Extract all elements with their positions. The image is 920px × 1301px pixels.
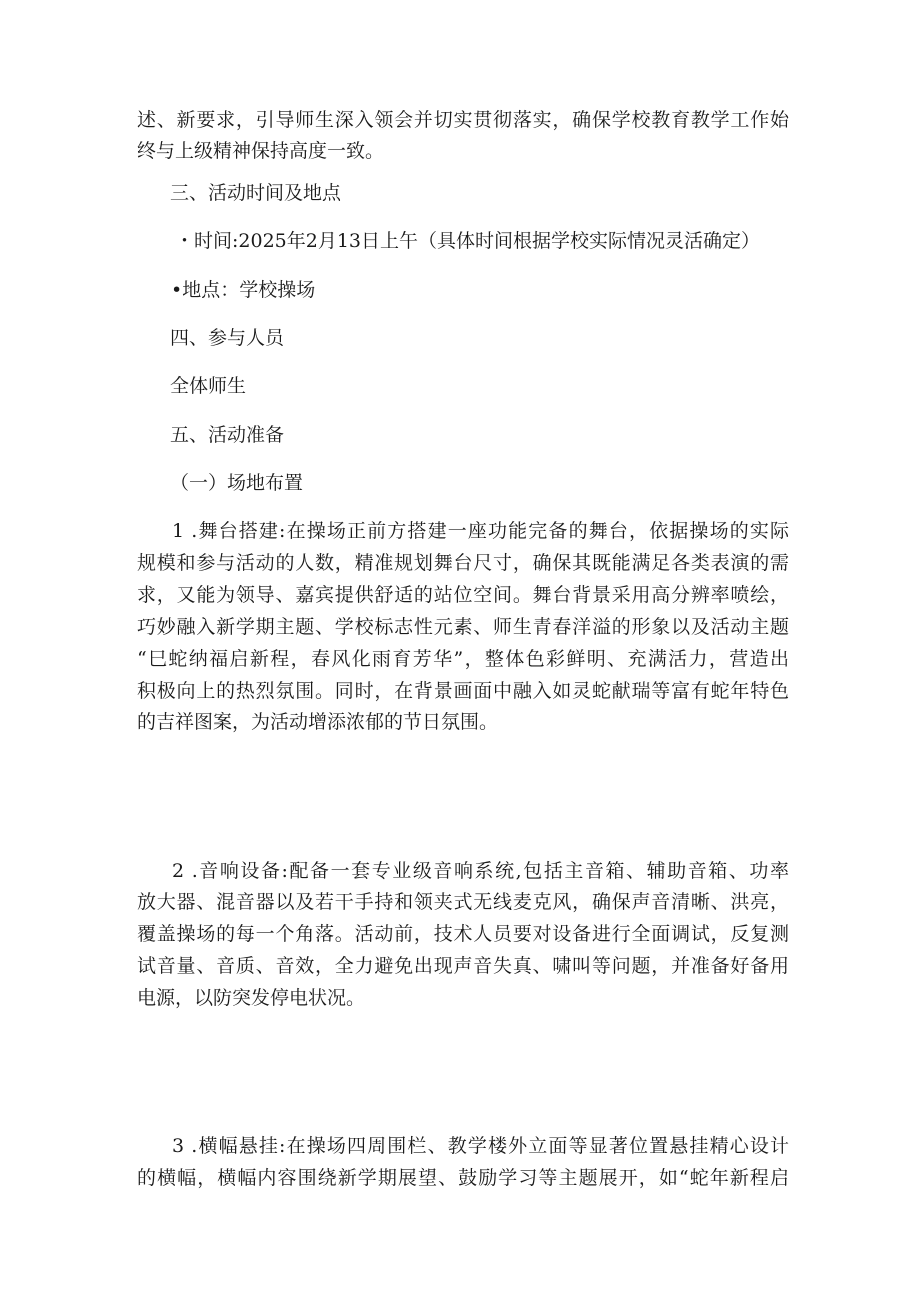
section-5-heading: 五、活动准备 — [170, 424, 285, 446]
item-1-line-6: 积极向上的热烈氛围。同时，在背景画面中融入如灵蛇献瑞等富有蛇年特色 — [137, 680, 789, 702]
item-1-line-5: “巳蛇纳福启新程，春风化雨育芳华”，整体色彩鲜明、充满活力，营造出 — [137, 648, 789, 670]
place-bullet: •地点：学校操场 — [171, 279, 316, 301]
item-1-line-4: 巧妙融入新学期主题、学校标志性元素、师生青春洋溢的形象以及活动主题 — [137, 616, 789, 638]
intro-line-1: 述、新要求，引导师生深入领会并切实贯彻落实，确保学校教育教学工作始 — [137, 109, 789, 131]
item-1-line-1: 1 .舞台搭建:在操场正前方搭建一座功能完备的舞台，依据操场的实际 — [172, 520, 789, 542]
time-bullet: ・时间:2025年2月13日上午（具体时间根据学校实际情况灵活确定） — [175, 230, 761, 252]
item-2-line-4: 试音量、音质、音效，全力避免出现声音失真、啸叫等问题，并准备好备用 — [137, 955, 789, 977]
section-3-heading: 三、活动时间及地点 — [170, 182, 342, 204]
item-3-line-2: 的横幅，横幅内容围绕新学期展望、鼓励学习等主题展开，如“蛇年新程启 — [137, 1167, 789, 1189]
section-4-heading: 四、参与人员 — [170, 327, 285, 349]
item-1-line-2: 规模和参与活动的人数，精准规划舞台尺寸，确保其既能满足各类表演的需 — [137, 552, 789, 574]
subsection-1-heading: （一）场地布置 — [170, 472, 304, 494]
item-2-line-5: 电源，以防突发停电状况。 — [137, 987, 366, 1009]
item-2-line-1: 2 .音响设备:配备一套专业级音响系统,包括主音箱、辅助音箱、功率 — [172, 860, 789, 882]
item-2-line-2: 放大器、混音器以及若干手持和领夹式无线麦克风，确保声音清晰、洪亮， — [137, 891, 789, 913]
intro-line-2: 终与上级精神保持高度一致。 — [137, 140, 385, 162]
item-2-line-3: 覆盖操场的每一个角落。活动前，技术人员要对设备进行全面调试，反复测 — [137, 923, 789, 945]
item-1-line-3: 求，又能为领导、嘉宾提供舒适的站位空间。舞台背景采用高分辨率喷绘， — [137, 584, 789, 606]
item-3-line-1: 3 .横幅悬挂:在操场四周围栏、教学楼外立面等显著位置悬挂精心设计 — [172, 1135, 789, 1157]
participants-text: 全体师生 — [170, 375, 247, 397]
item-1-line-7: 的吉祥图案，为活动增添浓郁的节日氛围。 — [137, 711, 499, 733]
